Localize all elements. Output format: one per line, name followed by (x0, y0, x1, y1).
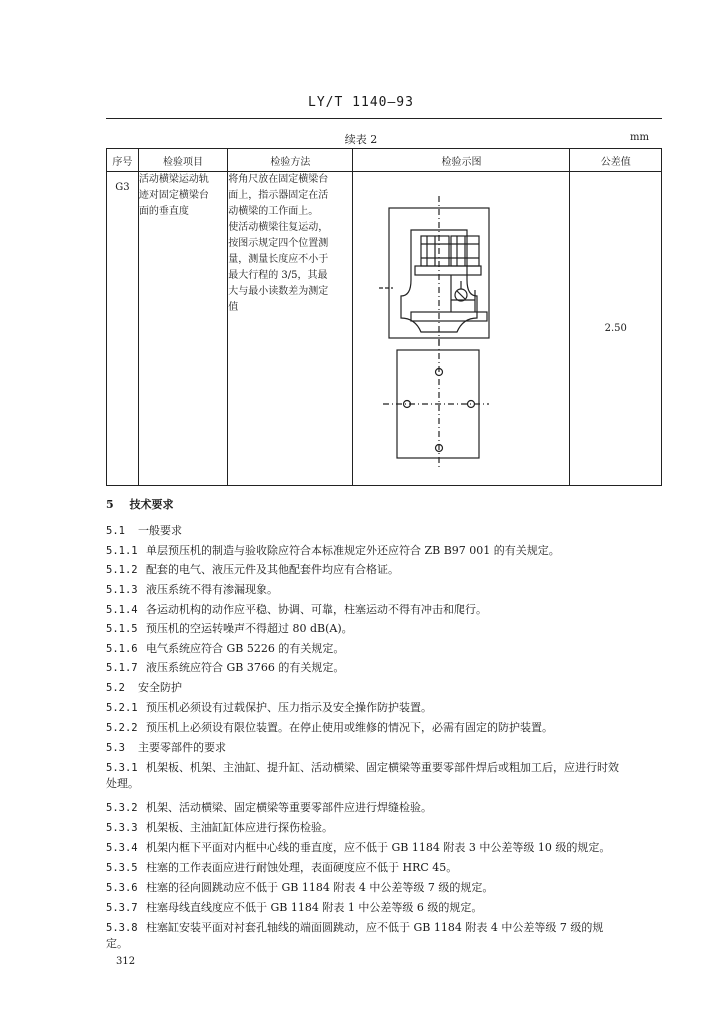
list-item (106, 621, 666, 637)
item-line: 迹对固定横梁台 (138, 190, 209, 201)
list-item (106, 820, 666, 836)
method-line: 最大行程的 3/5，其最 (228, 270, 328, 281)
clause-number: 5.1.3 (106, 584, 138, 596)
clause-number: 5.1.5 (106, 623, 138, 635)
clause-text: 安全防护 (138, 681, 182, 694)
clause-number: 5.1.1 (106, 545, 138, 557)
list-item (106, 641, 666, 657)
row-tolerance: 2.50 (570, 172, 662, 486)
clause-number: 5.3.8 (106, 922, 138, 934)
table-caption: 续表 2 (344, 133, 378, 146)
clause-number: 5.1.4 (106, 604, 138, 616)
clause-number: 5.1.7 (106, 662, 138, 674)
clause-text: 配套的电气、液压元件及其他配套件均应有合格证。 (146, 563, 399, 576)
clause-text: 液压系统应符合 GB 3766 的有关规定。 (146, 661, 345, 674)
inspection-table (106, 148, 662, 486)
list-item (106, 680, 666, 696)
clause-text: 柱塞的径向圆跳动应不低于 GB 1184 附表 4 中公差等级 7 级的规定。 (146, 881, 494, 894)
table-row (107, 172, 662, 486)
clause-text: 各运动机构的动作应平稳、协调、可靠，柱塞运动不得有冲击和爬行。 (146, 603, 487, 616)
clause-number: 5.3.5 (106, 862, 138, 874)
method-line: 大与最小读数差为测定 (228, 286, 329, 297)
col-header-tolerance: 公差值 (570, 149, 662, 172)
page-number: 312 (116, 956, 136, 967)
row-seq: G3 (107, 172, 139, 486)
clause-text: 预压机必须设有过载保护、压力指示及安全操作防护装置。 (146, 701, 432, 714)
method-line: 按图示规定四个位置测 (228, 238, 329, 249)
col-header-item: 检验项目 (138, 149, 227, 172)
method-line: 将角尺放在固定横梁台 (228, 174, 329, 185)
list-item (106, 720, 666, 736)
list-item (106, 840, 666, 856)
list-item (106, 700, 666, 716)
clause-number: 5.3.3 (106, 822, 138, 834)
moving-beam (415, 266, 481, 275)
clause-text: 单层预压机的制造与验收除应符合本标准规定外还应符合 ZB B97 001 的有关规定。 (146, 544, 560, 557)
table-header-row (107, 149, 662, 172)
clause-number: 5.3.4 (106, 842, 138, 854)
item-line: 活动横梁运动轨 (138, 174, 209, 185)
clause-text: 预压机上必须设有限位装置。在停止使用或维修的情况下，必需有固定的防护装置。 (146, 721, 553, 734)
clause-number: 5.2.2 (106, 722, 138, 734)
method-line: 使活动横梁往复运动， (228, 222, 329, 233)
clause-continuation: 定。 (106, 937, 128, 950)
list-item (106, 543, 666, 559)
list-item (106, 740, 666, 756)
inspection-diagram (353, 172, 569, 482)
clause-number: 5.2 (106, 682, 125, 694)
list-item (106, 582, 666, 598)
clause-text: 机架、活动横梁、固定横梁等重要零部件应进行焊缝检验。 (146, 801, 432, 814)
row-item (138, 172, 227, 486)
col-header-diagram: 检验示图 (353, 149, 570, 172)
header-rule (106, 118, 662, 119)
clause-number: 5.3 (106, 742, 125, 754)
clause-text: 机架内框下平面对内框中心线的垂直度，应不低于 GB 1184 附表 3 中公差等级 10 级的规定。 (146, 841, 611, 854)
clause-text: 预压机的空运转噪声不得超过 80 dB(A)。 (146, 622, 353, 635)
clause-text: 柱塞的工作表面应进行耐蚀处理，表面硬度应不低于 HRC 45。 (146, 861, 458, 874)
clause-number: 5.1.6 (106, 643, 138, 655)
col-header-seq: 序号 (107, 149, 139, 172)
section-title: 技术要求 (129, 498, 174, 511)
clause-number: 5.3.6 (106, 882, 138, 894)
clause-text: 机架板、机架、主油缸、提升缸、活动横梁、固定横梁等重要零部件焊后或粗加工后，应进行时效 (146, 761, 619, 774)
clause-text: 主要零部件的要求 (138, 741, 226, 754)
method-line: 量，测量长度应不小于 (228, 254, 329, 265)
clause-number: 5.2.1 (106, 702, 138, 714)
clause-text: 柱塞母线直线度应不低于 GB 1184 附表 1 中公差等级 6 级的规定。 (146, 901, 483, 914)
method-line: 值 (228, 302, 239, 313)
list-item (106, 523, 666, 539)
row-diagram (353, 172, 570, 486)
list-item (106, 900, 666, 916)
row-method (228, 172, 353, 486)
fixed-beam (411, 312, 487, 321)
list-item (106, 880, 666, 896)
clause-number: 5.1.2 (106, 564, 138, 576)
clause-number: 5.3.1 (106, 762, 138, 774)
list-item (106, 660, 666, 676)
method-line: 动横梁的工作面上。 (228, 206, 319, 217)
section-heading (106, 496, 186, 512)
list-item (106, 860, 666, 876)
clause-text: 一般要求 (138, 524, 182, 537)
col-header-method: 检验方法 (228, 149, 353, 172)
table-unit: mm (630, 132, 649, 143)
clause-text: 液压系统不得有渗漏现象。 (146, 583, 278, 596)
clause-text: 柱塞缸安装平面对衬套孔轴线的端面圆跳动，应不低于 GB 1184 附表 4 中公差等级 7 级的规 (146, 921, 604, 934)
item-line: 面的垂直度 (138, 206, 189, 217)
clause-text: 机架板、主油缸缸体应进行探伤检验。 (146, 821, 333, 834)
list-item (106, 562, 666, 578)
clause-number: 5.3.7 (106, 902, 138, 914)
list-item (106, 602, 666, 618)
method-line: 面上，指示器固定在活 (228, 190, 329, 201)
clause-number: 5.3.2 (106, 802, 138, 814)
clause-continuation: 处理。 (106, 777, 139, 790)
list-item (106, 920, 666, 952)
list-item (106, 760, 666, 792)
standard-code: LY/T 1140—93 (308, 95, 414, 110)
clause-number: 5.1 (106, 525, 125, 537)
list-item (106, 800, 666, 816)
section-number: 5 (106, 498, 114, 511)
clause-text: 电气系统应符合 GB 5226 的有关规定。 (146, 642, 345, 655)
